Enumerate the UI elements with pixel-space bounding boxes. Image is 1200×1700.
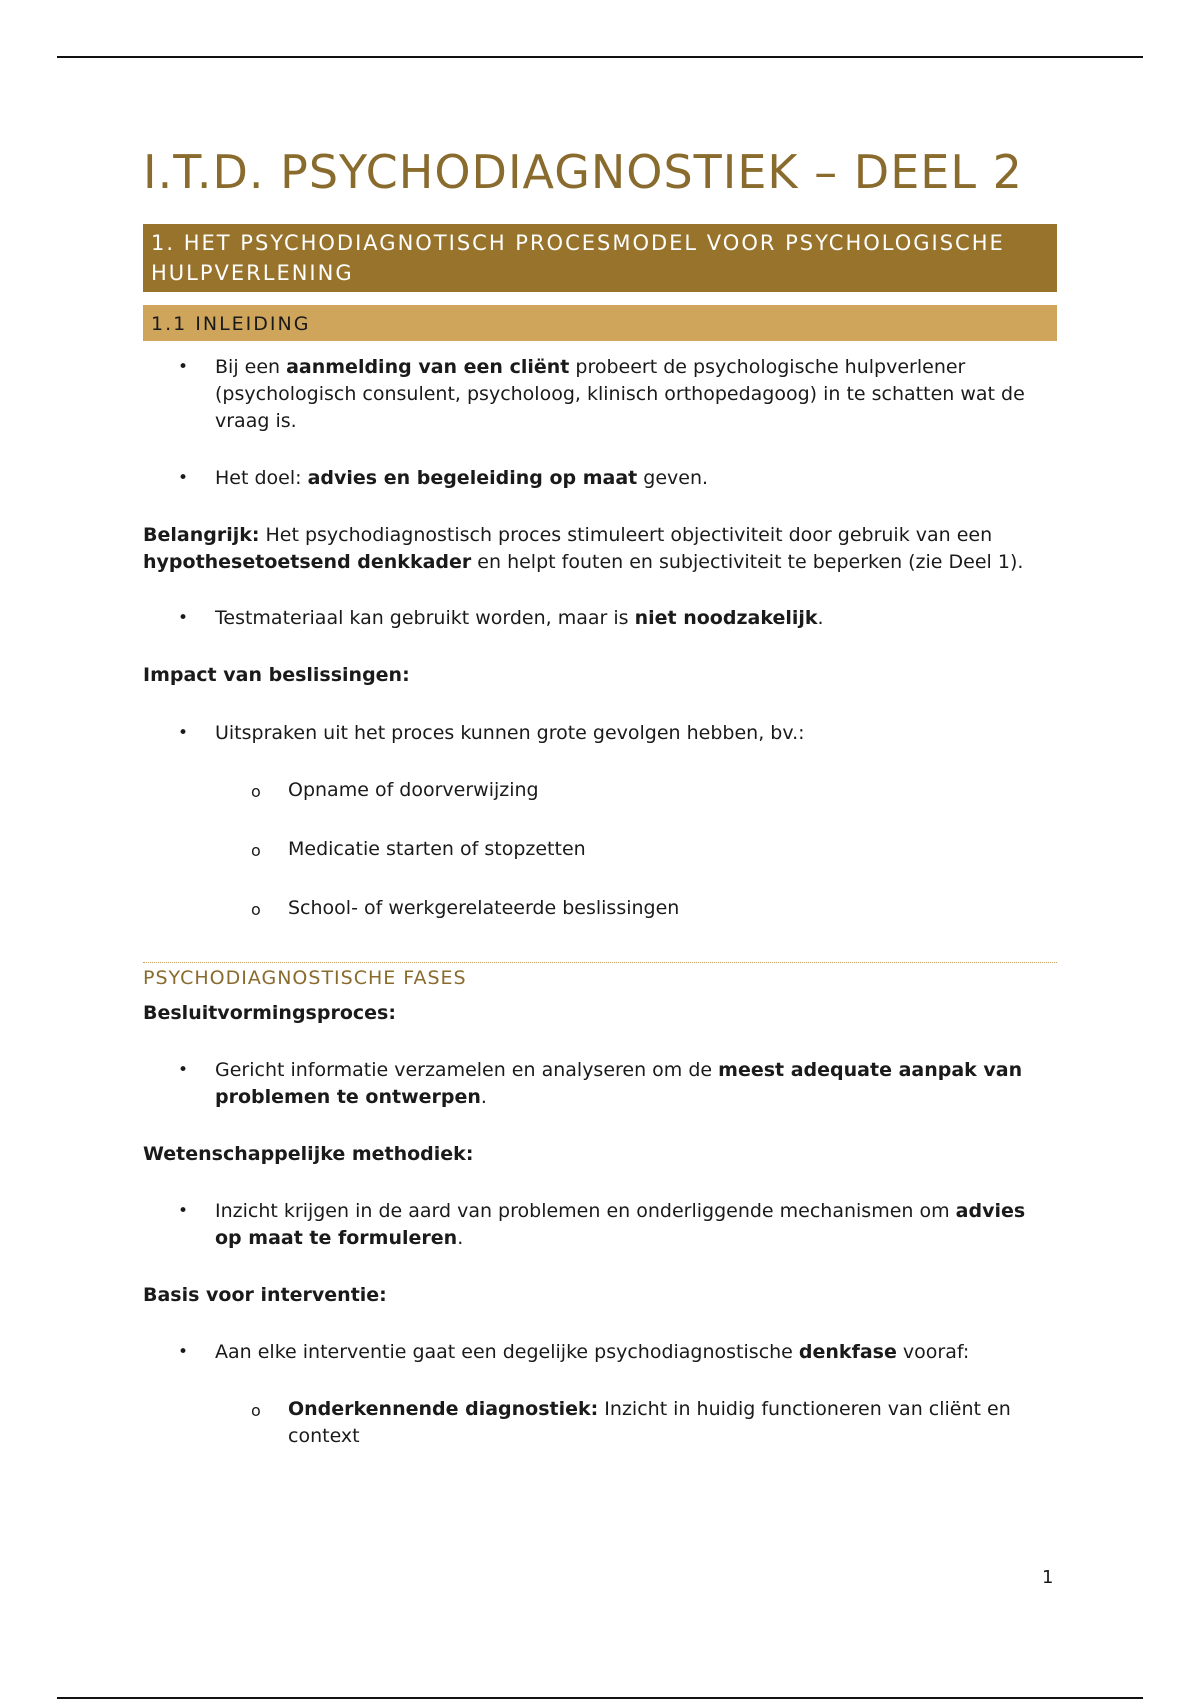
sub-list-item: o School- of werkgerelateerde beslissingen [143,895,1057,922]
document-title: I.T.D. PSYCHODIAGNOSTIEK – DEEL 2 [143,145,1023,199]
wetenschap-list [143,1198,1057,1252]
intro-list-1 [143,354,1057,435]
sub-bullet-icon: o [251,782,261,801]
bullet-icon: • [178,723,189,743]
intro-list-2 [143,465,1057,492]
basis-sub-list [143,1396,1057,1450]
bottom-rule [57,1697,1143,1699]
list-item: • Bij een aanmelding van een cliënt probeert de psychologische hulpverlener (psychologisch consulent, psycholoog, klinisch orthopedagoog) in te schatten wat de vraag is. [178,356,1025,432]
wetenschap-label: Wetenschappelijke methodiek: [143,1143,474,1165]
list-item: • Gericht informatie verzamelen en analyseren om de meest adequate aanpak van problemen te ontwerpen. [178,1059,1023,1108]
basis-label: Basis voor interventie: [143,1284,387,1306]
besluit-label: Besluitvormingsproces: [143,1002,396,1024]
bullet-icon: • [178,1201,189,1221]
fases-heading: PSYCHODIAGNOSTISCHE FASES [143,962,1057,991]
list-item: • Aan elke interventie gaat een degelijke psychodiagnostische denkfase vooraf: [143,1339,1057,1366]
page-number: 1 [1042,1567,1054,1588]
impact-sub-list [143,777,1057,922]
impact-list [143,720,1057,747]
sub-list-item: o Onderkennende diagnostiek: Inzicht in huidig functioneren van cliënt en context [251,1398,1011,1447]
bullet-icon: • [178,468,189,488]
list-item: • Het doel: advies en begeleiding op maat geven. [143,465,1057,492]
list-item: • Uitspraken uit het proces kunnen grote gevolgen hebben, bv.: [143,720,1057,747]
sub-bullet-icon: o [251,1401,261,1420]
bullet-icon: • [178,1342,189,1362]
impact-label: Impact van beslissingen: [143,664,410,686]
besluit-list [143,1057,1057,1111]
top-rule [57,56,1143,58]
document-page [143,140,1057,1450]
sub-list-item: o Medicatie starten of stopzetten [143,836,1057,863]
bullet-icon: • [178,1060,189,1080]
list-item: • Inzicht krijgen in de aard van problemen en onderliggende mechanismen om advies op maat te formuleren. [178,1200,1026,1249]
sub-bullet-icon: o [251,841,261,860]
bullet-icon: • [178,357,189,377]
sub-bullet-icon: o [251,900,261,919]
basis-list [143,1339,1057,1366]
section-heading-1: 1. HET PSYCHODIAGNOTISCH PROCESMODEL VOOR PSYCHOLOGISCHE HULPVERLENING [143,224,1057,292]
bullet-icon: • [178,608,189,628]
intro-list-3 [143,605,1057,632]
sub-list-item: o Opname of doorverwijzing [143,777,1057,804]
important-paragraph: Belangrijk: Het psychodiagnostisch proces stimuleert objectiviteit door gebruik van een hypothesetoetsend denkkader en helpt fouten en subjectiviteit te beperken (zie Deel 1). [143,524,1024,573]
section-heading-1-1: 1.1 INLEIDING [143,305,1057,341]
list-item: • Testmateriaal kan gebruikt worden, maar is niet noodzakelijk. [143,605,1057,632]
